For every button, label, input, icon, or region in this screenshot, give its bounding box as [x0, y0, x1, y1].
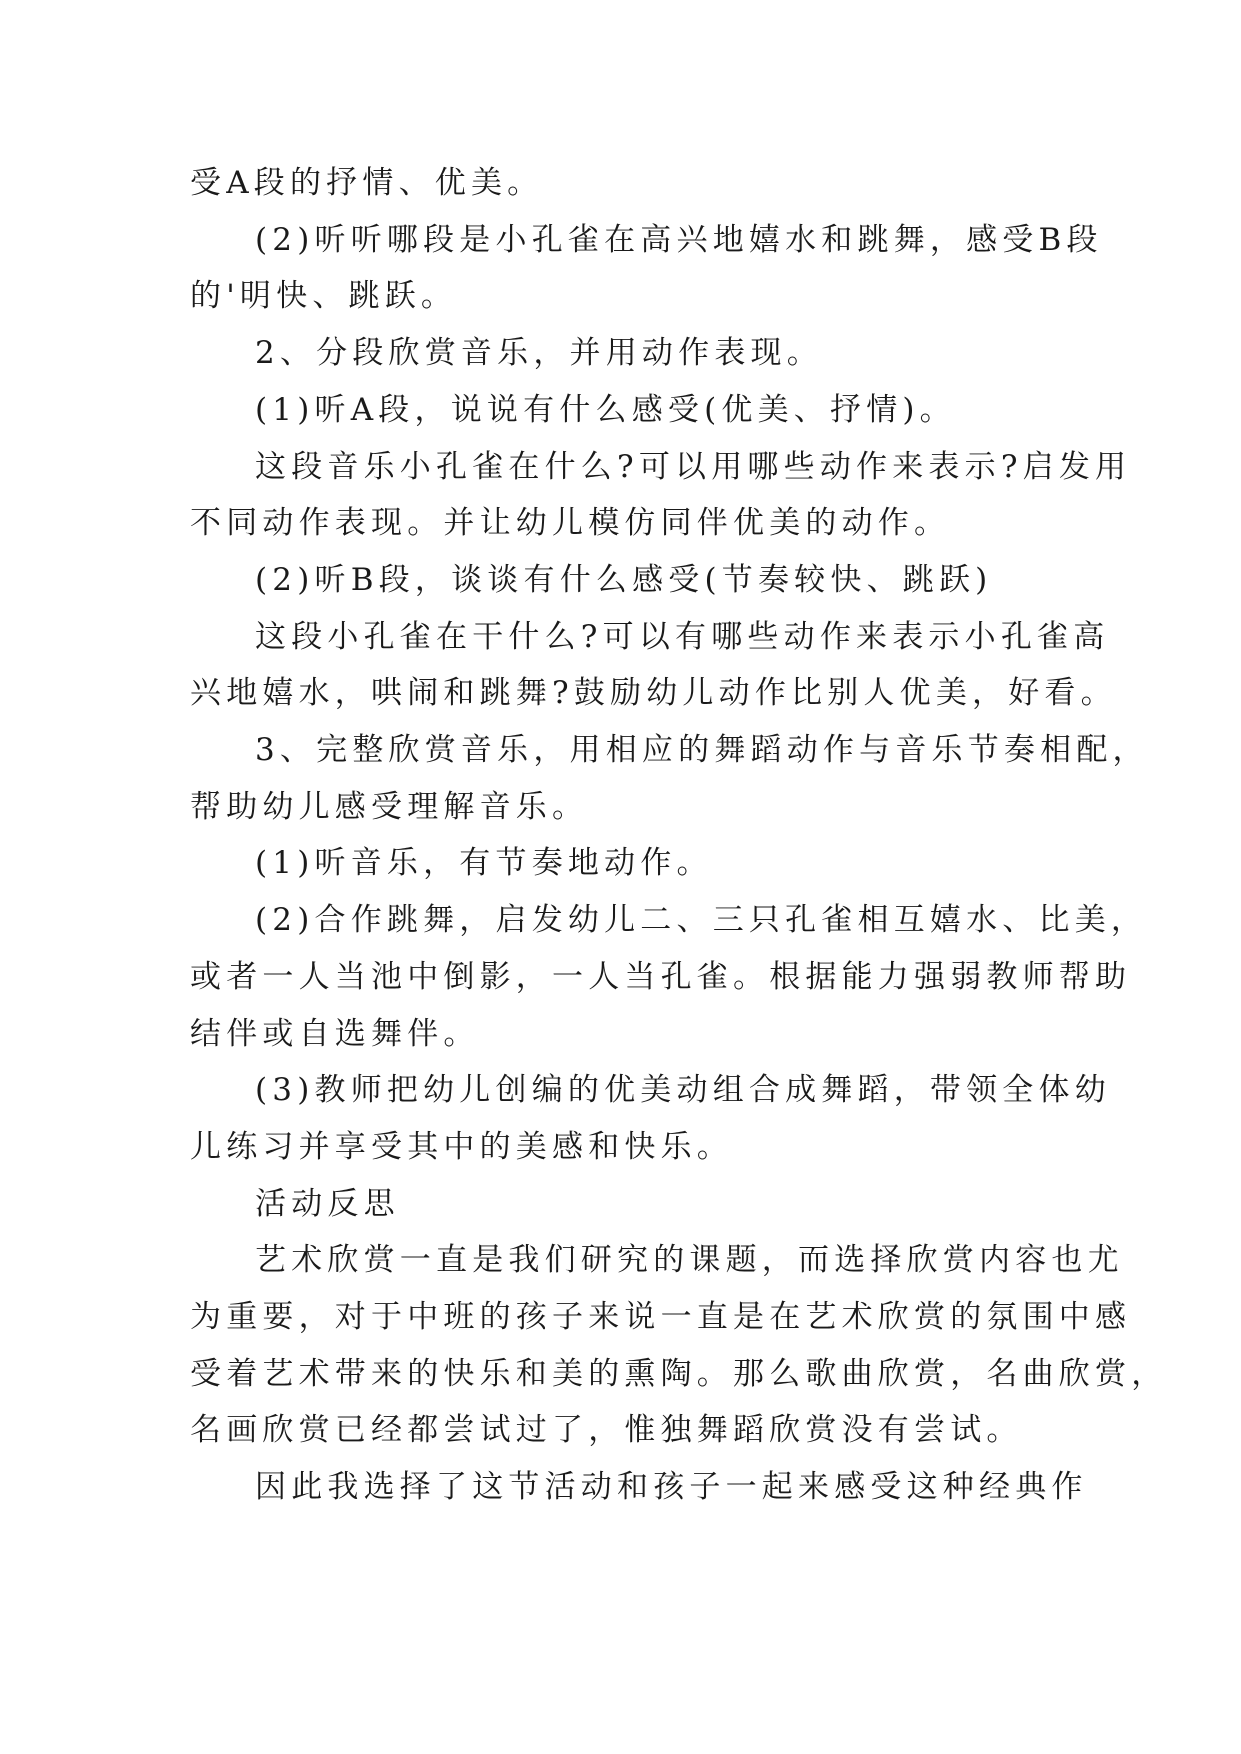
paragraph-line: 的'明快、跳跃。 — [190, 278, 458, 315]
paragraph-line: 这段音乐小孔雀在什么?可以用哪些动作来表示?启发用 — [255, 448, 1132, 485]
paragraph-line: 受A段的抒情、优美。 — [190, 165, 544, 201]
document-body — [190, 155, 1168, 1516]
paragraph-line: 艺术欣赏一直是我们研究的课题，而选择欣赏内容也尤 — [255, 1242, 1124, 1279]
paragraph-line: 这段小孔雀在干什么?可以有哪些动作来表示小孔雀高 — [255, 618, 1110, 655]
section-heading: 活动反思 — [255, 1185, 400, 1222]
paragraph-line: (2)听B段，谈谈有什么感受(节奏较快、跳跃) — [255, 561, 993, 598]
paragraph-line: (1)听A段，说说有什么感受(优美、抒情)。 — [255, 391, 956, 428]
paragraph-line: 3、完整欣赏音乐，用相应的舞蹈动作与音乐节奏相配， — [255, 732, 1149, 769]
paragraph-line: 因此我选择了这节活动和孩子一起来感受这种经典作 — [255, 1469, 1088, 1506]
paragraph-line: (1)听音乐，有节奏地动作。 — [255, 845, 713, 882]
paragraph-line: 名画欣赏已经都尝试过了，惟独舞蹈欣赏没有尝试。 — [190, 1412, 1023, 1449]
paragraph-line: 帮助幼儿感受理解音乐。 — [190, 788, 589, 825]
paragraph-line: 为重要，对于中班的孩子来说一直是在艺术欣赏的氛围中感 — [190, 1299, 1132, 1336]
paragraph-line: (3)教师把幼儿创编的优美动组合成舞蹈，带领全体幼 — [255, 1072, 1111, 1109]
paragraph-line: 2、分段欣赏音乐，并用动作表现。 — [255, 335, 823, 372]
paragraph-line: 或者一人当池中倒影，一人当孔雀。根据能力强弱教师帮助 — [190, 958, 1132, 995]
paragraph-line: 结伴或自选舞伴。 — [190, 1015, 480, 1052]
paragraph-line: 受着艺术带来的快乐和美的熏陶。那么歌曲欣赏，名曲欣赏， — [190, 1355, 1168, 1392]
paragraph-line: 兴地嬉水，哄闹和跳舞?鼓励幼儿动作比别人优美，好看。 — [190, 675, 1117, 712]
paragraph-line: 不同动作表现。并让幼儿模仿同伴优美的动作。 — [190, 505, 951, 542]
paragraph-line: (2)听听哪段是小孔雀在高兴地嬉水和跳舞，感受B段 — [255, 221, 1103, 258]
paragraph-line: (2)合作跳舞，启发幼儿二、三只孔雀相互嬉水、比美， — [255, 902, 1148, 939]
paragraph-line: 儿练习并享受其中的美感和快乐。 — [190, 1128, 733, 1165]
